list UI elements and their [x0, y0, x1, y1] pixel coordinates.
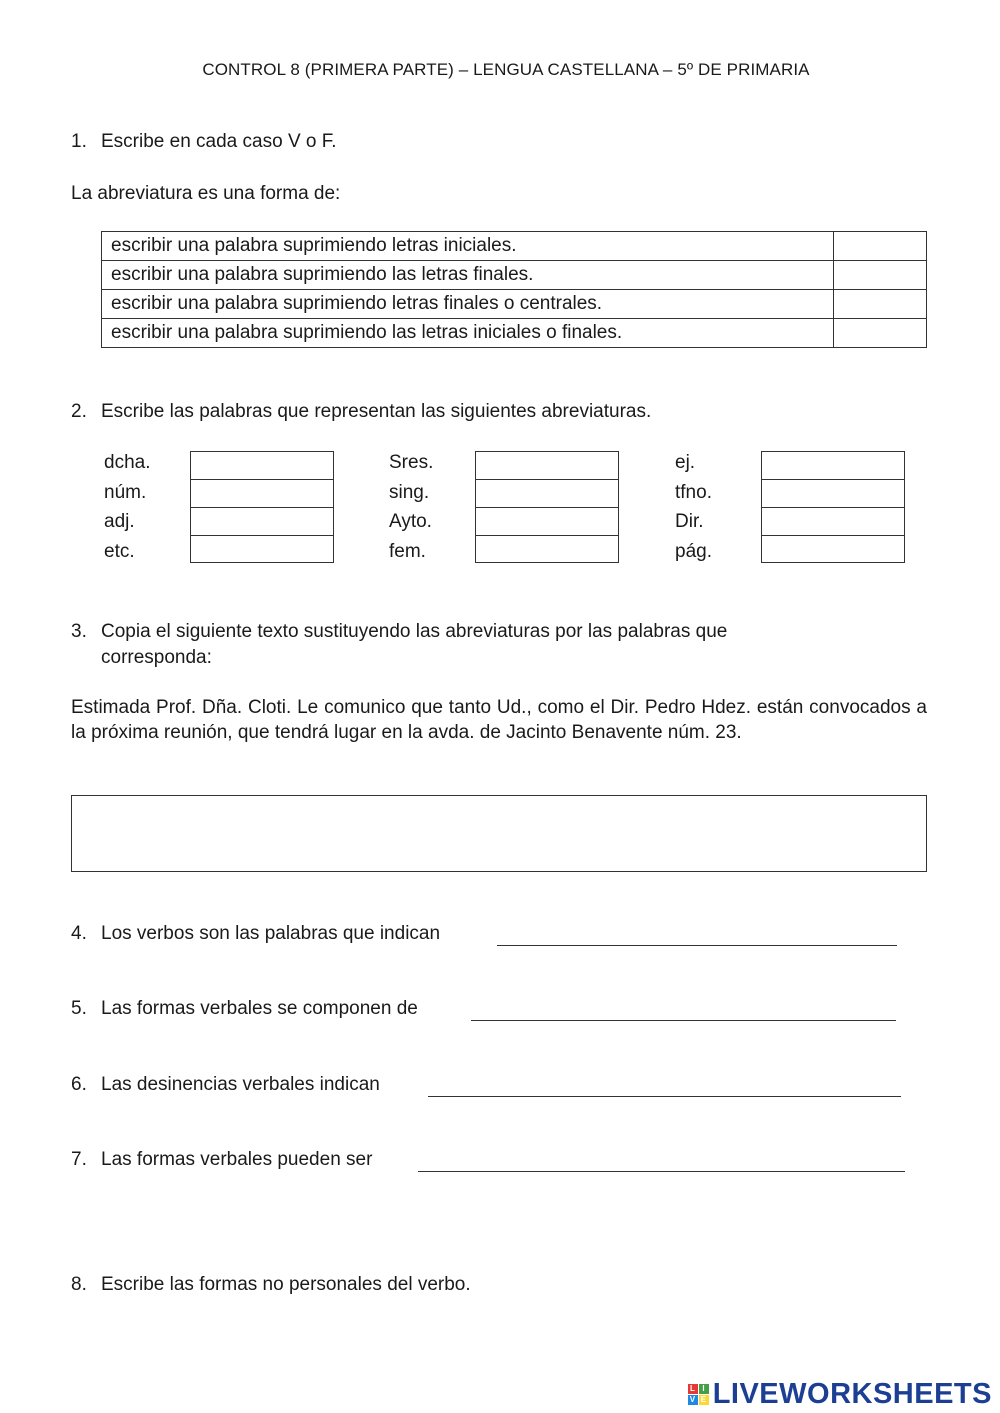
- question-number: 2.: [71, 401, 87, 422]
- logo-mark-letter: L: [688, 1384, 698, 1394]
- table-row: [102, 261, 927, 290]
- answer-box-group: [475, 451, 619, 563]
- question-number: 6.: [71, 1074, 87, 1095]
- question-number: 8.: [71, 1274, 87, 1295]
- statement-cell: escribir una palabra suprimiendo letras iniciales.: [102, 232, 834, 261]
- table-row: [102, 232, 927, 261]
- statement-cell: escribir una palabra suprimiendo las letras finales.: [102, 261, 834, 290]
- answer-box[interactable]: [190, 451, 334, 479]
- question-number: 4.: [71, 923, 87, 944]
- liveworksheets-logo: [688, 1378, 992, 1411]
- question-prompt: Las desinencias verbales indican: [101, 1074, 380, 1095]
- logo-mark-icon: [688, 1384, 709, 1405]
- answer-blank[interactable]: [471, 1002, 896, 1021]
- answer-cell[interactable]: [834, 232, 927, 261]
- abbreviation: núm.: [104, 482, 147, 503]
- abbreviation: dcha.: [104, 452, 151, 473]
- abbreviation: tfno.: [675, 482, 712, 503]
- question-2: [71, 401, 651, 423]
- question-prompt: Los verbos son las palabras que indican: [101, 923, 441, 944]
- answer-blank[interactable]: [428, 1078, 901, 1097]
- answer-cell[interactable]: [834, 319, 927, 348]
- answer-box[interactable]: [190, 535, 334, 563]
- statement-cell: escribir una palabra suprimiendo las letras iniciales o finales.: [102, 319, 834, 348]
- abbreviation: Ayto.: [389, 511, 432, 532]
- answer-box[interactable]: [761, 535, 905, 563]
- answer-box[interactable]: [190, 479, 334, 507]
- question-number: 3.: [71, 621, 87, 642]
- question-number: 5.: [71, 998, 87, 1019]
- abbreviation: etc.: [104, 541, 135, 562]
- question-prompt: Escribe en cada caso V o F.: [101, 131, 337, 152]
- question-4: [71, 923, 440, 945]
- logo-mark-letter: I: [699, 1384, 709, 1394]
- abbreviation: sing.: [389, 482, 430, 503]
- question-6: [71, 1074, 380, 1096]
- answer-box[interactable]: [475, 451, 619, 479]
- logo-mark-letter: V: [688, 1395, 698, 1405]
- answer-box[interactable]: [761, 507, 905, 535]
- abbreviation: pág.: [675, 541, 712, 562]
- answer-box[interactable]: [190, 507, 334, 535]
- question-prompt-continued: corresponda:: [101, 647, 212, 668]
- abbreviation: adj.: [104, 511, 135, 532]
- question-3: [71, 621, 727, 643]
- answer-box[interactable]: [475, 507, 619, 535]
- question-prompt: Las formas verbales se componen de: [101, 998, 418, 1019]
- abbreviation: fem.: [389, 541, 426, 562]
- answer-box-group: [761, 451, 905, 563]
- answer-box[interactable]: [475, 479, 619, 507]
- table-row: [102, 319, 927, 348]
- answer-blank[interactable]: [497, 927, 897, 946]
- answer-cell[interactable]: [834, 290, 927, 319]
- answer-cell[interactable]: [834, 261, 927, 290]
- question-number: 1.: [71, 131, 87, 152]
- answer-blank[interactable]: [418, 1153, 905, 1172]
- true-false-table: [101, 231, 927, 348]
- answer-box[interactable]: [761, 479, 905, 507]
- page-title: CONTROL 8 (PRIMERA PARTE) – LENGUA CASTELLANA – 5º DE PRIMARIA: [202, 60, 810, 79]
- question-8: [71, 1274, 471, 1296]
- question-prompt: Copia el siguiente texto sustituyendo las abreviaturas por las palabras que: [101, 621, 728, 642]
- answer-box[interactable]: [761, 451, 905, 479]
- question-7: [71, 1149, 372, 1171]
- question-1-lead: La abreviatura es una forma de:: [71, 183, 341, 204]
- logo-mark-letter: E: [699, 1395, 709, 1405]
- answer-textbox[interactable]: [71, 795, 927, 872]
- question-5: [71, 998, 418, 1020]
- answer-box-group: [190, 451, 334, 563]
- question-1: [71, 131, 337, 153]
- abbreviation: Sres.: [389, 452, 434, 473]
- table-row: [102, 290, 927, 319]
- source-text: Estimada Prof. Dña. Cloti. Le comunico que tanto Ud., como el Dir. Pedro Hdez. están convocados a la próxima reunión, que tendrá lugar en la avda. de Jacinto Benavente núm. 23.: [71, 697, 927, 743]
- question-prompt: Las formas verbales pueden ser: [101, 1149, 373, 1170]
- question-prompt: Escribe las palabras que representan las siguientes abreviaturas.: [101, 401, 652, 422]
- answer-box[interactable]: [475, 535, 619, 563]
- statement-cell: escribir una palabra suprimiendo letras finales o centrales.: [102, 290, 834, 319]
- abbreviation: Dir.: [675, 511, 704, 532]
- question-number: 7.: [71, 1149, 87, 1170]
- question-prompt: Escribe las formas no personales del verbo.: [101, 1274, 471, 1295]
- abbreviation: ej.: [675, 452, 696, 473]
- logo-text: LIVEWORKSHEETS: [712, 1378, 992, 1410]
